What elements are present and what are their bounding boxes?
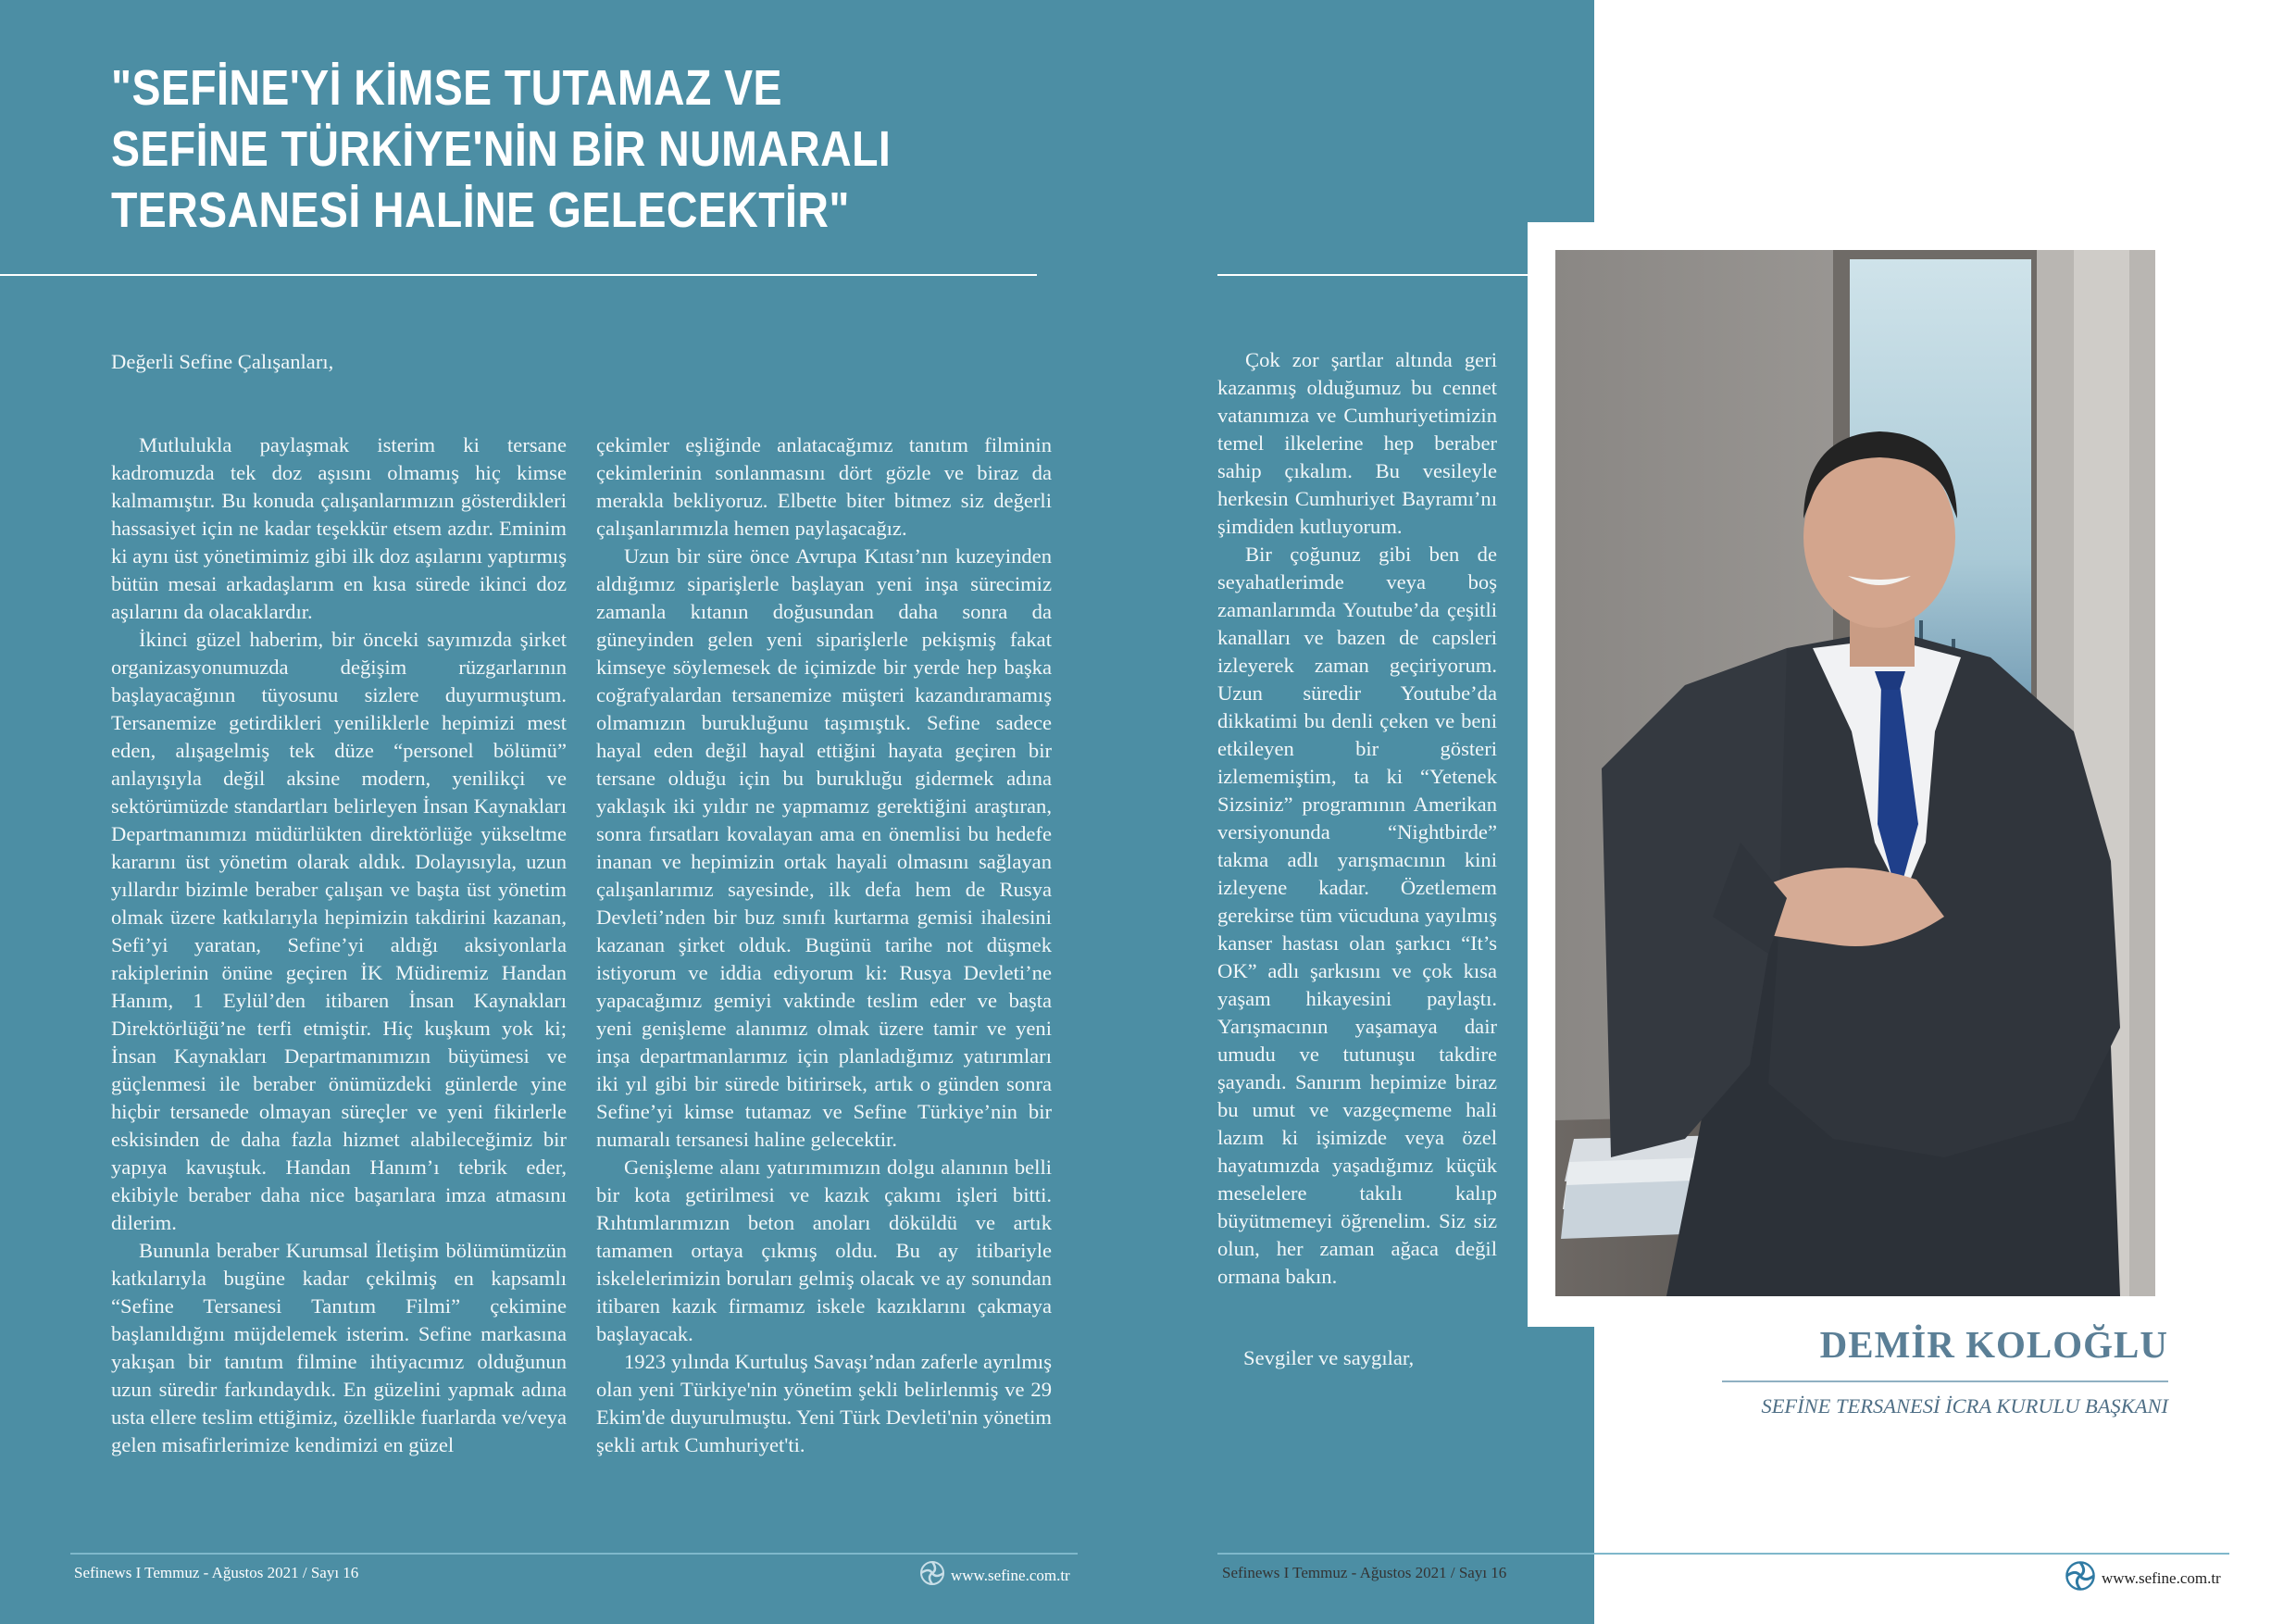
paragraph: Mutlulukla paylaşmak isterim ki tersane kadromuzda tek doz aşısını olmamış hiç kimse kalmamıştır. Bu konuda çalışanlarımızın gösterdikleri hassasiyet için ne kadar teşekkür etsem azdır. Eminim ki aynı üst yönetimimiz gibi ilk doz aşılarını yaptırmış bütün mesai arkadaşlarım en kısa sürede ikinci doz aşılarını da olacaklardır. [111, 433, 567, 623]
footer-rule-left [70, 1553, 1078, 1555]
author-divider [1722, 1380, 2168, 1382]
headline-line: SEFİNE TÜRKİYE'NİN BİR NUMARALI [111, 121, 892, 177]
paragraph: Bir çoğunuz gibi ben de seyahatlerimde veya boş zamanlarımda Youtube’da çeşitli kanalları ve bazen de capsleri izleyerek zaman geçiriyorum. Uzun süredir Youtube’da dikkatimi bu denli çeken ve beni etkileyen bir gösteri izlememiştim, ta ki “Yetenek Sizsiniz” programının Amerikan versiyonunda “Nightbirde” takma adlı yarışmacının kini izleyene kadar. Özetlemem gerekirse tüm vücuduna yayılmış kanser hastası olan şarkıcı “It’s OK” adlı şarkısını ve çok kısa yaşam hikayesini paylaştı. Yarışmacının yaşamaya dair umudu ve tutunuşu takdire şayandı. Sanırım hepimize biraz bu umut ve vazgeçmeme hali lazım ki işimizde veya özel hayatımızda yaşadığımız küçük meselelere takılı kalıp büyütmemeyi öğrenelim. Siz siz olun, her zaman ağaca değil ormana bakın. [1217, 543, 1497, 1288]
paragraph: Genişleme alanı yatırımımızın dolgu alanının belli bir kota getirilmesi ve kazık çakımı işleri bitti. Rıhtımlarımızın beton anoları döküldü ve artık tamamen ortaya çıkmış oldu. Bu ay itibariyle iskelelerimizin boruları gelmiş olacak ve ay sonundan itibaren kazık firmamız iskele kazıklarını çakmaya başlayacak. [596, 1156, 1052, 1345]
sefine-logo-icon [919, 1560, 945, 1591]
issue-info-right: Sefinews I Temmuz - Ağustos 2021 / Sayı 16 [1222, 1564, 1507, 1581]
author-portrait-photo [1555, 250, 2155, 1296]
letter-greeting: Değerli Sefine Çalışanları, [111, 350, 334, 373]
website-link-right[interactable] [2065, 1560, 2221, 1596]
letter-signoff: Sevgiler ve saygılar, [1243, 1346, 1415, 1369]
column-divider [1217, 274, 1528, 276]
footer-rule-right [1217, 1553, 2229, 1555]
sefine-logo-icon [2065, 1560, 2096, 1596]
article-headline [111, 57, 907, 241]
paragraph: çekimler eşliğinde anlatacağımız tanıtım filminin çekimlerinin sonlanmasını dört gözle ve biraz da merakla bekliyoruz. Elbette biter bitmez siz değerli çalışanlarımızla hemen paylaşacağız. [596, 433, 1052, 540]
paragraph: Bununla beraber Kurumsal İletişim bölümümüzün katkılarıyla bugüne kadar çekilmiş en kapsamlı “Sefine Tersanesi Tanıtım Filmi” çekimine başlanıldığını müjdelemek isterim. Sefine markasına yakışan bir tanıtım filmine ihtiyacımız olduğunun uzun süredir farkındaydık. En güzelini yapmak adına usta ellere teslim ettiğimiz, özellikle fuarlarda ve/veya gelen misafirlerimize kendimizi en güzel [111, 1239, 567, 1456]
paragraph: Çok zor şartlar altında geri kazanmış olduğumuz bu cennet vatanımıza ve Cumhuriyetimizin temel ilkelerine hep beraber sahip çıkalım. Bu vesileyle herkesin Cumhuriyet Bayramı’nı şimdiden kutluyorum. [1217, 348, 1497, 538]
paragraph: 1923 yılında Kurtuluş Savaşı’ndan zaferle ayrılmış olan yeni Türkiye'nin yönetim şekli belirlenmiş ve 29 Ekim'de duyurulmuştu. Yeni Türk Devleti'nin yönetim şekli artık Cumhuriyet'ti. [596, 1350, 1052, 1456]
paragraph: Uzun bir süre önce Avrupa Kıtası’nın kuzeyinden aldığımız siparişlerle başlayan yeni inşa sürecimiz zamanla kıtanın doğusundan daha sonra da güneyinden gelen yeni siparişlerle pekişmiş fakat kimseye söylemesek de içimizde bir yerde hep başka coğrafyalardan tersanemize müşteri kazandıramamış olmamızın burukluğunu taşımıştık. Sefine sadece hayal eden değil hayal ettiğini hayata geçiren bir tersane olduğu için bu burukluğu gidermek adına yaklaşık iki yıldır ne yapmamız gerektiğini araştıran, sonra fırsatları kovalayan ama en önemlisi bu hedefe inanan ve hepimizin ortak hayali olmasını sağlayan çalışanlarımız sayesinde, ilk defa hem de Rusya Devleti’nden bir buz sınıfı kurtarma gemisi ihalesini kazanan şirket olduk. Bugünü tarihe not düşmek istiyorum ve iddia ediyorum ki: Rusya Devleti’ne yapacağımız gemiyi vaktinde teslim eder ve başta yeni genişleme alanımız olmak üzere tamir ve yeni inşa departmanlarımız için planladığımız yatırımları iki yıl gibi bir sürede bitirirsek, artık o günden sonra Sefine’yi kimse tutamaz ve Sefine Türkiye’nin bir numaralı tersanesi haline gelecektir. [596, 544, 1052, 1151]
letter-column-1 [111, 431, 567, 1459]
issue-info-left: Sefinews I Temmuz - Ağustos 2021 / Sayı 16 [74, 1564, 359, 1581]
headline-divider [0, 274, 1037, 276]
headline-line: TERSANESİ HALİNE GELECEKTİR" [111, 182, 850, 238]
paragraph: İkinci güzel haberim, bir önceki sayımızda şirket organizasyonumuzda değişim rüzgarlarının başlayacağının tüyosunu sizlere duyurmuştum. Tersanemize getirdikleri yeniliklerle hepimizi mest eden, alışagelmiş tek düze “personel bölümü” anlayışıyla değil aksine modern, yenilikçi ve sektörümüzde standartları belirleyen İnsan Kaynakları Departmanımızı müdürlükten direktörlüğe yükseltme kararını üst yönetim olarak aldık. Dolayısıyla, uzun yıllardır bizimle beraber çalışan ve başta üst yönetim olmak üzere katkılarıyla hepimizin takdirini kazanan, Sefi’yi yaratan, Sefine’yi aldığı aksiyonlarla rakiplerinin önüne geçiren İK Müdiremiz Handan Hanım, 1 Eylül’den itibaren İnsan Kaynakları Direktörlüğü’ne terfi etmiştir. Hiç kuşkum yok ki; İnsan Kaynakları Departmanımızın büyümesi ve güçlenmesi ile beraber önümüzdeki günlerde yine hiçbir tersanede olmayan süreçler ve yeni fikirlerle eskisinden de daha fazla hizmet alabileceğimiz bir yapıya kavuştuk. Handan Hanım’ı tebrik eder, ekibiyle beraber daha nice başarılara imza atmasını dilerim. [111, 628, 567, 1234]
website-url: www.sefine.com.tr [2102, 1568, 2221, 1587]
letter-column-3 [1217, 346, 1497, 1291]
headline-line: "SEFİNE'Yİ KİMSE TUTAMAZ VE [111, 60, 782, 116]
website-url: www.sefine.com.tr [951, 1566, 1070, 1584]
letter-column-2 [596, 431, 1052, 1459]
author-name: DEMİR KOLOĞLU [1819, 1323, 2168, 1366]
website-link-left[interactable] [919, 1560, 1070, 1591]
author-title: SEFİNE TERSANESİ İCRA KURULU BAŞKANI [1761, 1394, 2168, 1418]
